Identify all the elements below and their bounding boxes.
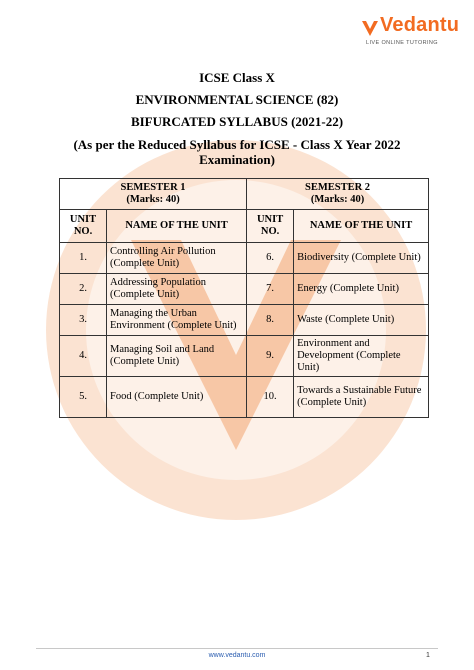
vedantu-logo <box>360 12 460 58</box>
unit-name: Managing the Urban Environment (Complete Unit) <box>107 305 247 336</box>
unit-number: 8. <box>247 305 294 336</box>
table-row <box>60 305 429 336</box>
unit-number: 6. <box>247 243 294 274</box>
col-unit-name-2: NAME OF THE UNIT <box>294 210 429 243</box>
unit-name: Food (Complete Unit) <box>107 377 247 418</box>
unit-name: Biodiversity (Complete Unit) <box>294 243 429 274</box>
unit-number: 1. <box>60 243 107 274</box>
unit-name: Controlling Air Pollution (Complete Unit) <box>107 243 247 274</box>
unit-number: 5. <box>60 377 107 418</box>
unit-name: Towards a Sustainable Future (Complete Unit) <box>294 377 429 418</box>
unit-number: 7. <box>247 274 294 305</box>
semester-1-title: SEMESTER 1 <box>120 182 186 193</box>
unit-number: 3. <box>60 305 107 336</box>
unit-number: 10. <box>247 377 294 418</box>
semester-2-title: SEMESTER 2 <box>305 182 371 193</box>
syllabus-table <box>59 178 429 418</box>
footer-website-link[interactable]: www.vedantu.com <box>208 652 266 659</box>
table-row <box>60 377 429 418</box>
col-unit-no-2: UNIT NO. <box>247 210 294 243</box>
col-unit-no-1: UNIT NO. <box>60 210 107 243</box>
page-number: 1 <box>426 652 430 659</box>
unit-name: Energy (Complete Unit) <box>294 274 429 305</box>
unit-number: 2. <box>60 274 107 305</box>
vedantu-logo-icon <box>360 18 380 38</box>
semester-1-marks: (Marks: 40) <box>126 194 180 205</box>
doc-subject: ENVIRONMENTAL SCIENCE (82) <box>135 92 339 107</box>
semester-1-header <box>60 179 247 210</box>
table-row <box>60 336 429 377</box>
col-unit-name-1: NAME OF THE UNIT <box>107 210 247 243</box>
table-row <box>60 274 429 305</box>
footer-divider <box>36 648 438 649</box>
unit-number: 4. <box>60 336 107 377</box>
brand-tagline: LIVE ONLINE TUTORING <box>366 40 438 46</box>
doc-syllabus: BIFURCATED SYLLABUS (2021-22) <box>130 114 344 129</box>
semester-2-marks: (Marks: 40) <box>310 194 365 205</box>
unit-name: Waste (Complete Unit) <box>294 305 429 336</box>
unit-number: 9. <box>247 336 294 377</box>
table-row <box>60 243 429 274</box>
unit-name: Managing Soil and Land (Complete Unit) <box>107 336 247 377</box>
doc-title: ICSE Class X <box>199 70 275 85</box>
semester-2-header <box>247 179 429 210</box>
unit-name: Addressing Population (Complete Unit) <box>107 274 247 305</box>
brand-name: Vedantu <box>380 14 460 36</box>
unit-name: Environment and Development (Complete Unit) <box>294 336 429 377</box>
doc-note: (As per the Reduced Syllabus for ICSE - Class X Year 2022 Examination) <box>73 137 401 167</box>
